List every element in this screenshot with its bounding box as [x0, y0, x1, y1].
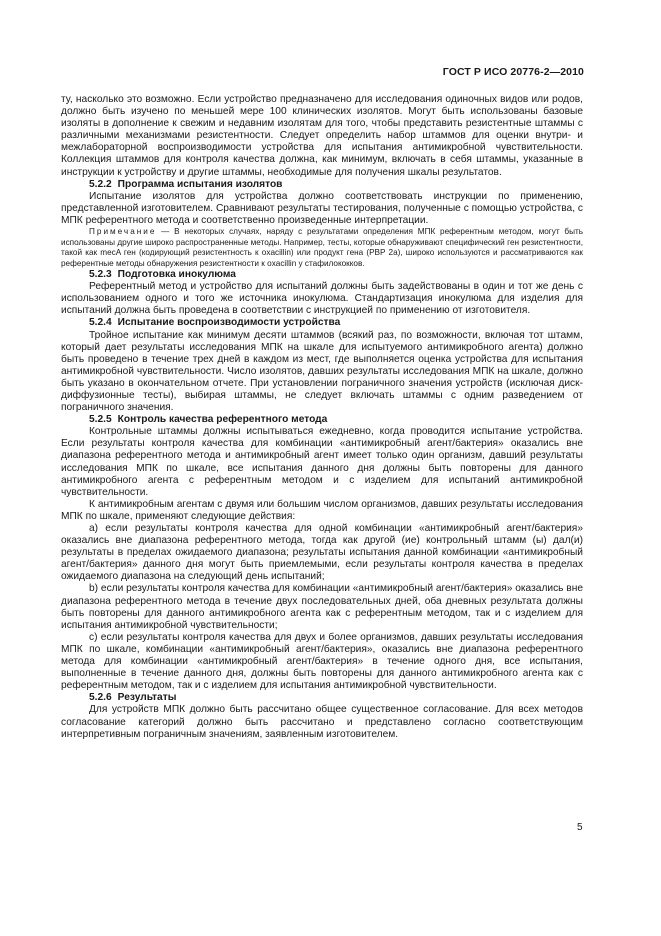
section-title: Результаты — [117, 692, 177, 704]
section-paragraph: К антимикробным агентам с двумя или большим числом организмов, давших результаты исследования МПК по шкале, применяют следующие действия: — [61, 498, 583, 522]
section-paragraph: Референтный метод и устройство для испытаний должны быть задействованы в один и тот же день с использованием одного и того же источника инокулюма. Стандартизация инокулюма для изделия для испытаний должна быть проведена в соответствии с инструкцией по применению от изготовителя. — [61, 281, 583, 317]
section-paragraph: Тройное испытание как минимум десяти штаммов (всякий раз, по возможности, включая тот штамм, который дает результаты исследования МПК на шкале для испытуемого антимикробного агента) должно быть проведено в течение трех дней в каждом из мест, где выполняется оценка устройства для испытания антимикробной чувствительности. Число изолятов, давших результаты исследования МПК на шкале, должно быть указано в окончательном отчете. При установлении пограничного значения устройств (исключая диск-диффузионные тесты), выбирая штаммы, не следует включать штаммы с одним разведением от пограничного значения. — [61, 329, 583, 414]
intro-paragraph: ту, насколько это возможно. Если устройство предназначено для исследования одиночных видов или родов, должно быть изучено по меньшей мере 100 клинических изолятов. Могут быть использованы базовые изоляты в дополнение к свежим и недавним изолятам для того, чтобы представить резистентные штаммы с различными механизмами резистентности. Следует определить набор штаммов для оценки внутри- и межлабораторной воспроизводимости устройства для испытания антимикробной чувствительности. Коллекция штаммов для контроля качества должна, как минимум, включать в себя штаммы, указанные в инструкции к устройству и другие штаммы, необходимые для получения шкалы результатов. — [61, 94, 583, 178]
page-number: 5 — [577, 822, 583, 833]
document-code: ГОСТ Р ИСО 20776-2—2010 — [442, 66, 584, 78]
section-heading-5-2-3 — [61, 269, 583, 281]
section-title: Подготовка инокулюма — [117, 269, 236, 281]
section-heading-5-2-5 — [61, 414, 583, 426]
list-item-c — [61, 632, 583, 692]
section-paragraph: Контрольные штаммы должны испытываться ежедневно, когда проводится испытание устройства. Если результаты контроля качества для комбинации «антимикробный агент/бактерия» оказались вне диапазона референтного метода и антимикробный агент имеет только один организм, давший результаты исследования МПК по шкале, все испытания данного дня должны быть повторены для данного антимикробного агента с референтным методом и с изделием для испытаний антимикробной чувствительности. — [61, 426, 583, 498]
list-marker: c) — [89, 631, 98, 643]
section-number: 5.2.6 — [89, 692, 112, 704]
list-marker: b) — [89, 583, 99, 595]
section-number: 5.2.5 — [89, 414, 112, 426]
list-item-b — [61, 583, 583, 631]
note-label: Примечание — [89, 227, 157, 237]
list-text: если результаты контроля качества для комбинации «антимикробный агент/бактерия» оказались вне диапазона референтного метода в течение двух последовательных дней, оба дневных результата должны быть повторены для данного антимикробного агента как с референтным методом, так и с изделием для испытания антимикробной чувствительности; — [61, 583, 584, 631]
section-paragraph: Испытание изолятов для устройства должно соответствовать инструкции по применению, представленной изготовителем. Сравнивают результаты тестирования, полученные с помощью устройства, с МПК референтного метода и соответственно произведенные интерпретации. — [61, 190, 583, 226]
list-marker: а) — [89, 523, 99, 534]
document-body — [61, 94, 583, 741]
list-text: если результаты контроля качества для двух и более организмов, давших результаты исследования МПК по шкале, комбинации «антимикробный агент/бактерия», оказались вне диапазона референтного метода для комбинации «антимикробный агент/бактерия» в течение одного дня, все испытания, выполненные в течение данного дня, должны быть повторены для данного антимикробного агента как с референтным методом, так и с изделием для испытания антимикробной чувствительности. — [61, 631, 583, 692]
section-paragraph: Для устройств МПК должно быть рассчитано общее существенное согласование. Для всех методов согласование категорий должно быть рассчитано и представлено согласно соответствующим интерпретивным пограничным значениям, заявленным изготовителем. — [61, 704, 583, 740]
section-title: Программа испытания изолятов — [117, 178, 283, 190]
section-heading-5-2-2 — [61, 179, 583, 191]
note-block — [61, 227, 583, 269]
section-number: 5.2.3 — [89, 269, 112, 281]
note-text: — В некоторых случаях, наряду с результатами определения МПК референтным методом, могут быть использованы другие широко распространенные методы. Например, тесты, которые обнаруживают специфический ген резистентности, такой как mecA ген (кодирующий резистентность к oxacillin) или продукт гена (PBP 2a), широко используются и рассматриваются как референтные методы обнаружения резистентности к oxacillin у стафилококков. — [61, 227, 583, 268]
list-text: если результаты контроля качества для одной комбинации «антимикробный агент/бактерия» оказались вне диапазона референтного метода, тогда как другой (ие) контрольный штамм (ы) дал(и) результаты в пределах ожидаемого диапазона; результаты испытания данной комбинации «антимикробный агент/бактерия» данного дня могут быть приемлемыми, если результаты контроля качества в пределах ожидаемого диапазона на следующий день испытаний; — [61, 523, 583, 583]
list-item-a — [61, 523, 583, 583]
section-title: Испытание воспроизводимости устройства — [117, 317, 341, 329]
section-heading-5-2-6 — [61, 692, 583, 704]
section-heading-5-2-4 — [61, 317, 583, 329]
section-number: 5.2.4 — [89, 317, 112, 329]
section-number: 5.2.2 — [89, 178, 112, 190]
section-title: Контроль качества референтного метода — [117, 414, 328, 426]
